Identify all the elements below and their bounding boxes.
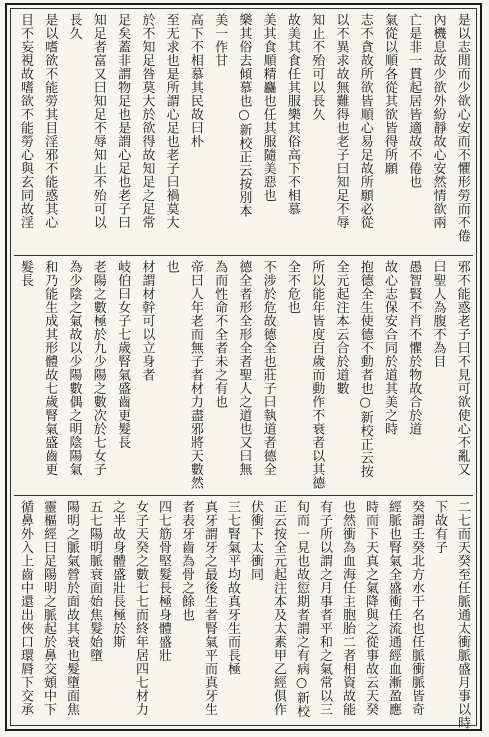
text-column: 足矣蓋非謂物足也是謂心足也老子曰 <box>115 13 131 229</box>
text-column: 三七腎氣平均故真牙生而長極 <box>225 500 240 676</box>
text-column: 美其食順精麤也任其服隨美惡也 <box>260 13 276 202</box>
text-column: 邪不能惑老子曰不見可欲使心不亂又 <box>454 260 470 476</box>
text-frame <box>10 8 477 730</box>
text-column: 長久 <box>66 13 82 40</box>
band-divider <box>14 255 473 256</box>
text-column: 樂其俗去傾慕也○新校正云按別本 <box>236 13 252 218</box>
text-column: 不涉於危故德全也莊子曰執道者德全 <box>260 260 276 476</box>
band-divider <box>14 495 473 496</box>
text-column: 真牙謂牙之最後生者腎氣平而真牙生 <box>202 500 217 716</box>
text-column: 以不異求故無難得也老子曰知足不辱 <box>333 13 349 229</box>
text-column: 也然衝為血海任主胞胎二者相資故能 <box>340 500 355 716</box>
text-column: 知止不殆可以長久 <box>309 13 325 121</box>
text-column: 也 <box>163 260 179 274</box>
text-column: 為而性命不全者未之有也 <box>212 260 228 409</box>
text-column: 內機息故少欲外紛靜故心安然情欲兩 <box>430 13 446 229</box>
text-column: 為少陰之氣故以少陽數偶之明陰陽氣 <box>66 260 82 476</box>
text-column: 帝曰人年老而無子者材力盡邪將天數然 <box>187 260 203 490</box>
text-column: 五七陽明脈衰面始焦髮始墮 <box>87 500 102 662</box>
text-band-top <box>11 13 476 250</box>
text-column: 下故有子 <box>432 500 447 554</box>
text-column: 於不知足咎莫大於欲得故知足之足常 <box>139 13 155 229</box>
text-column: 至无求也是所謂心足也老子曰禍莫大 <box>163 13 179 229</box>
text-column: 志不貪故所欲皆順心易足故所願必從 <box>357 13 373 229</box>
text-column: 氣從以順各從其欲皆得所願 <box>381 13 397 175</box>
text-band-bottom <box>11 500 476 730</box>
text-column: 循鼻外入上齒中還出俠口環脣下交承 <box>18 500 33 716</box>
text-column: 愚智賢不肖不懼於物故合於道 <box>406 260 422 436</box>
text-column: 高下不相慕其民故曰朴 <box>187 13 203 148</box>
text-column: 之半故身體盛壯長極於斯 <box>110 500 125 649</box>
text-column: 者表牙齒為骨之餘也 <box>179 500 194 622</box>
text-column: 全不危也 <box>284 260 300 314</box>
text-column: 岐伯曰女子七歲腎氣盛齒更髮長 <box>115 260 131 449</box>
text-column: 目不妄視故嗜欲不能勞心與玄同故淫 <box>18 13 33 229</box>
text-column: 是以志閒而少欲心安而不懼形勞而不倦 <box>454 13 470 243</box>
text-column: 故心志保安合同於道其美之時 <box>381 260 397 436</box>
text-column: 時而下天真之氣降與之從事故云天癸 <box>363 500 378 716</box>
text-column: 亡是非一貫起居皆適故不倦也 <box>406 13 422 189</box>
text-column: 正云按全元起注本及太素甲乙經俱作 <box>271 500 286 716</box>
text-column: 美一作甘 <box>212 13 228 67</box>
text-column: 材謂材幹可以立身者 <box>139 260 155 382</box>
text-column: 是以嗜欲不能勞其目淫邪不能惑其心 <box>42 13 58 229</box>
text-column: 伏衝下太衝同 <box>248 500 263 581</box>
text-column: 女子天癸之數七七而終年居四七材力 <box>133 500 148 716</box>
text-column: 二七而天癸至任脈通太衝脈盛月事以時 <box>455 500 470 730</box>
text-column: 老陽之數極於九少陽之數次於七女子 <box>90 260 106 476</box>
text-column: 四七筋骨堅髮長極身體盛壯 <box>156 500 171 662</box>
text-column: 經脈也腎氣全盛衝任流通經血漸盈應 <box>386 500 401 716</box>
text-column: 知足者富又曰知足不辱知止不殆可以 <box>90 13 106 229</box>
text-column: 故美其食任其服樂其俗高下不相慕 <box>284 13 300 216</box>
text-column: 全元起注本云合於道數 <box>333 260 349 395</box>
text-column: 髮長 <box>18 260 33 287</box>
text-column: 德全者形全形全者聖人之道也又曰無 <box>236 260 252 476</box>
text-column: 有子所以謂之月事者平和之氣常以三 <box>317 500 332 716</box>
page-border <box>5 3 482 731</box>
text-column: 曰聖人為腹不為目 <box>430 260 446 368</box>
text-column: 靈樞經曰足陽明之脈起於鼻交頞中下 <box>41 500 56 716</box>
text-column: 旬而一見也故愆期者謂之有病○新校 <box>294 500 309 718</box>
text-column: 和乃能生成其形體故七歲腎氣盛齒更 <box>42 260 58 476</box>
text-column: 癸謂壬癸北方水干名也任脈衝脈皆奇 <box>409 500 424 716</box>
text-band-middle <box>11 260 476 490</box>
text-column: 所以能年皆度百歲而動作不衰者以其德 <box>309 260 325 490</box>
text-column: 抱德全生使德不動者也○新校正云按 <box>357 260 373 478</box>
text-column: 陽明之脈氣營於面故其衰也髮墮面焦 <box>64 500 79 716</box>
